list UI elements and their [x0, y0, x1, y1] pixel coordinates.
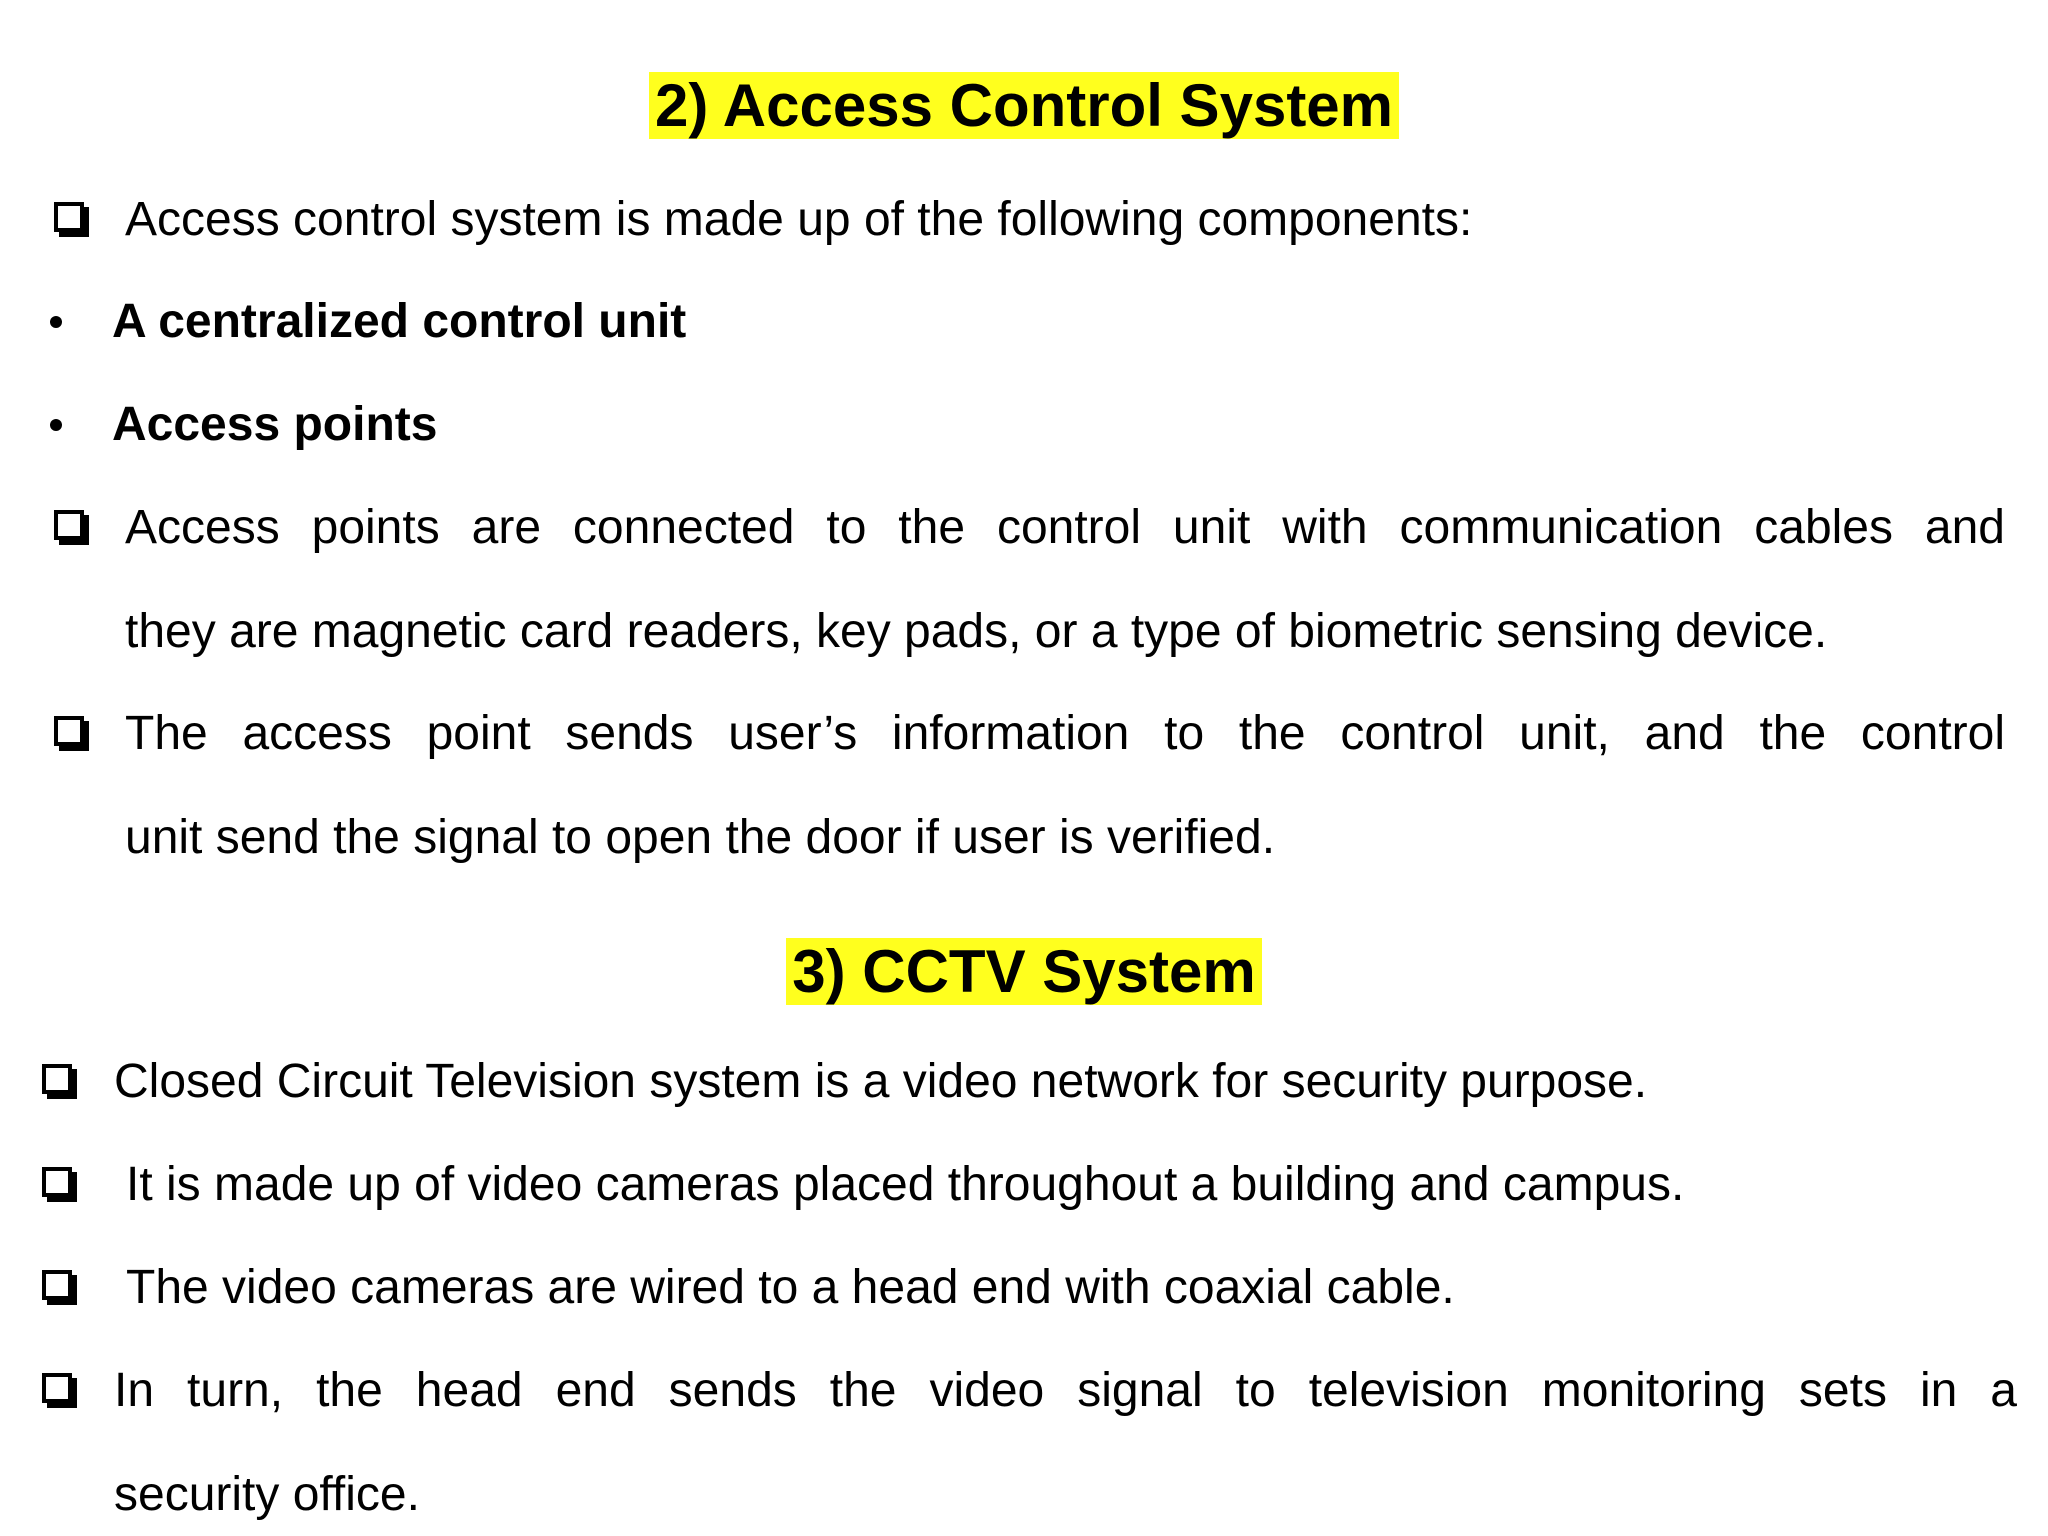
- section-heading-cctv: [0, 930, 2048, 1014]
- heading-text: 2) Access Control System: [649, 72, 1399, 139]
- checkbox-bullet-icon: [42, 1373, 72, 1403]
- component-text: Access points: [112, 398, 438, 451]
- checkbox-bullet-icon: [42, 1064, 72, 1094]
- point-text: [114, 1339, 2017, 1536]
- point-line: Access points are connected to the control unit with communication cables and: [125, 501, 2005, 554]
- point-line: The access point sends user’s information to the control unit, and the control: [125, 707, 2005, 760]
- checkbox-bullet-icon: [42, 1167, 72, 1197]
- point-line: they are magnetic card readers, key pads, or a type of biometric sensing device.: [125, 605, 1828, 658]
- checkbox-bullet-icon: [54, 510, 84, 540]
- bullet-point: [0, 1030, 2048, 1134]
- bullet-point: [0, 1133, 2048, 1237]
- point-line: In turn, the head end sends the video signal to television monitoring sets in a: [114, 1364, 2017, 1417]
- bullet-point: [0, 1236, 2048, 1340]
- intro-text: Access control system is made up of the following components:: [125, 193, 1473, 246]
- bullet-intro: [0, 168, 2048, 272]
- checkbox-bullet-icon: [42, 1270, 72, 1300]
- point-text: [125, 682, 2005, 890]
- section-heading-access-control: [0, 64, 2048, 148]
- point-line: security office.: [114, 1468, 420, 1521]
- bullet-point: [0, 476, 2048, 684]
- bullet-point: [0, 682, 2048, 890]
- bullet-point: [0, 1339, 2048, 1536]
- point-text: It is made up of video cameras placed throughout a building and campus.: [126, 1158, 1685, 1211]
- point-text: Closed Circuit Television system is a video network for security purpose.: [114, 1055, 1648, 1108]
- point-line: unit send the signal to open the door if user is verified.: [125, 811, 1276, 864]
- checkbox-bullet-icon: [54, 716, 84, 746]
- component-text: A centralized control unit: [112, 295, 687, 348]
- heading-text: 3) CCTV System: [786, 938, 1261, 1005]
- component-item: [0, 270, 2048, 374]
- component-item: [0, 373, 2048, 477]
- bullet-dot-icon: [50, 419, 62, 431]
- checkbox-bullet-icon: [54, 202, 84, 232]
- point-text: [125, 476, 2005, 684]
- bullet-dot-icon: [50, 316, 62, 328]
- point-text: The video cameras are wired to a head end with coaxial cable.: [126, 1261, 1455, 1314]
